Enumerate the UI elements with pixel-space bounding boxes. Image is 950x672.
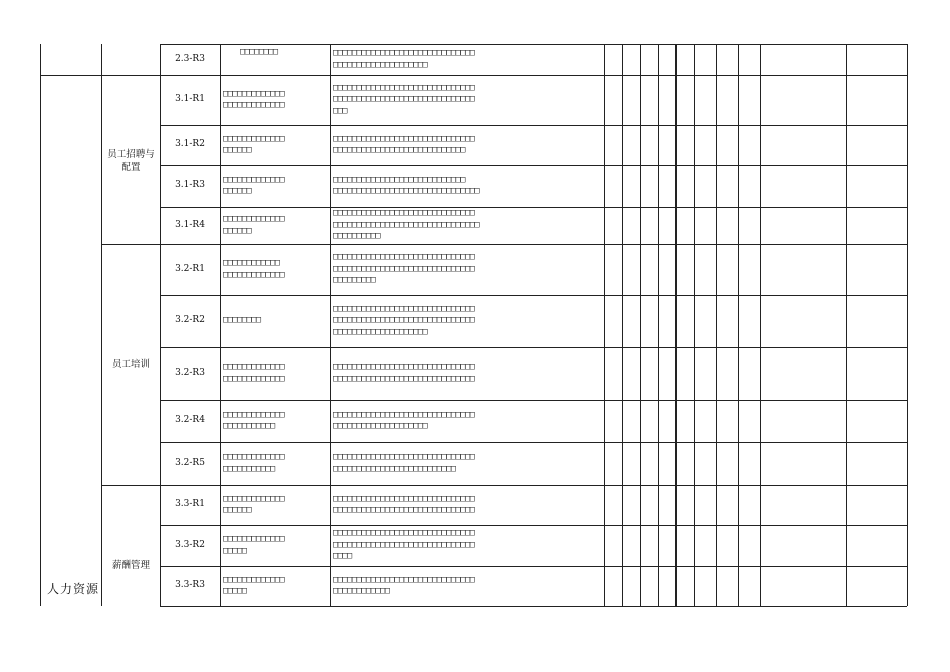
risk-name: □□□□□□□□□□□□□ □□□□□□□□□□□□□ [223, 88, 285, 110]
row-code: 3.2-R1 [175, 263, 205, 274]
grid-line-vertical [760, 44, 761, 606]
grid-line-horizontal [160, 244, 907, 245]
risk-description: □□□□□□□□□□□□□□□□□□□□□□□□□□□□□□ □□□□□□□□□□□□□□□□□□□□□□□□□□ [333, 452, 475, 474]
risk-description: □□□□□□□□□□□□□□□□□□□□□□□□□□□□□□ □□□□□□□□□□□□□□□□□□□□ [333, 48, 475, 70]
grid-line-horizontal [160, 75, 907, 76]
row-code: 3.1-R1 [175, 94, 205, 104]
grid-line-horizontal [160, 525, 907, 526]
risk-description: □□□□□□□□□□□□□□□□□□□□□□□□□□□□□□ □□□□□□□□□□□□□□□□□□□□□□□□□□□□□□ □□□□□□□□□□□□□□□□□□□□ [333, 303, 475, 337]
row-code: 2.3-R3 [175, 53, 205, 64]
row-code: 3.2-R4 [175, 415, 205, 425]
row-code: 3.2-R2 [175, 315, 205, 325]
grid-line-horizontal [160, 485, 907, 486]
risk-description: □□□□□□□□□□□□□□□□□□□□□□□□□□□□□□ □□□□□□□□□□□□□□□□□□□□□□□□□□□□□□ [333, 493, 475, 515]
risk-name: □□□□□□□□□□□□□ □□□□□□ [223, 214, 285, 236]
grid-line-vertical [675, 44, 676, 606]
grid-line-horizontal [101, 244, 160, 245]
grid-line-vertical [738, 44, 739, 606]
grid-line-horizontal [160, 566, 907, 567]
risk-name: □□□□□□□□□□□□□ □□□□□ [223, 574, 285, 596]
row-code: 3.1-R2 [175, 139, 205, 149]
row-code: 3.2-R3 [175, 367, 205, 378]
risk-description: □□□□□□□□□□□□□□□□□□□□□□□□□□□□□□ □□□□□□□□□□□□□□□□□□□□ [333, 409, 475, 431]
risk-name: □□□□□□□□□□□□ □□□□□□□□□□□□□ [223, 258, 285, 280]
grid-line-vertical [658, 44, 659, 606]
grid-line-vertical [330, 44, 331, 606]
risk-description: □□□□□□□□□□□□□□□□□□□□□□□□□□□□□□ □□□□□□□□□□□□□□□□□□□□□□□□□□□□□□ [333, 362, 475, 384]
risk-name: □□□□□□□□□□□□□ □□□□□□□□□□□ [223, 409, 285, 431]
grid-line-horizontal [160, 44, 907, 45]
grid-line-horizontal [160, 347, 907, 348]
grid-line-vertical [694, 44, 695, 606]
risk-description: □□□□□□□□□□□□□□□□□□□□□□□□□□□□□□ □□□□□□□□□□□□ [333, 574, 475, 596]
grid-line-vertical [160, 44, 161, 606]
row-code: 3.2-R5 [175, 457, 205, 468]
grid-line-vertical [716, 44, 717, 606]
risk-name: □□□□□□□□□□□□□ □□□□□□ [223, 133, 285, 155]
risk-name: □□□□□□□□□□□□□ □□□□□ [223, 534, 285, 556]
grid-line-vertical [640, 44, 641, 606]
grid-line-horizontal [160, 165, 907, 166]
row-code: 3.1-R4 [175, 219, 205, 230]
category-label: 薪酬管理 [111, 560, 150, 571]
risk-name: □□□□□□□□□□□□□ □□□□□□□□□□□ [223, 452, 285, 474]
row-code: 3.1-R3 [175, 180, 205, 190]
grid-line-horizontal [101, 485, 160, 486]
grid-line-horizontal [160, 207, 907, 208]
risk-description: □□□□□□□□□□□□□□□□□□□□□□□□□□□□□□ □□□□□□□□□□□□□□□□□□□□□□□□□□□□□□ □□□□ [333, 528, 475, 562]
risk-description: □□□□□□□□□□□□□□□□□□□□□□□□□□□□ □□□□□□□□□□□□□□□□□□□□□□□□□□□□□□□ [333, 174, 480, 196]
row-code: 3.3-R1 [175, 499, 205, 509]
risk-name: □□□□□□□□ [240, 47, 278, 57]
category-label: 员工培训 [111, 359, 150, 370]
risk-description: □□□□□□□□□□□□□□□□□□□□□□□□□□□□□□ □□□□□□□□□□□□□□□□□□□□□□□□□□□□□□ □□□□□□□□□ [333, 252, 475, 286]
grid-line-vertical [40, 44, 41, 606]
risk-name: □□□□□□□□□□□□□ □□□□□□ [223, 493, 285, 515]
grid-line-vertical [101, 44, 102, 606]
category-label: 员工招聘与 配置 [107, 149, 155, 173]
risk-name: □□□□□□□□ [223, 315, 261, 326]
grid-line-horizontal [160, 442, 907, 443]
grid-line-vertical [846, 44, 847, 606]
risk-description: □□□□□□□□□□□□□□□□□□□□□□□□□□□□□□ □□□□□□□□□□□□□□□□□□□□□□□□□□□□□□□ □□□□□□□□□□ [333, 208, 480, 242]
grid-line-horizontal [160, 125, 907, 126]
grid-line-vertical [622, 44, 623, 606]
section-title: 人力资源 [47, 582, 100, 596]
row-code: 3.3-R3 [175, 580, 205, 590]
risk-description: □□□□□□□□□□□□□□□□□□□□□□□□□□□□□□ □□□□□□□□□□□□□□□□□□□□□□□□□□□□ [333, 133, 475, 155]
risk-name: □□□□□□□□□□□□□ □□□□□□ [223, 174, 285, 196]
grid-line-horizontal [160, 295, 907, 296]
grid-line-vertical [220, 44, 221, 606]
grid-line-horizontal [160, 606, 907, 607]
grid-line-vertical [907, 44, 908, 606]
grid-line-horizontal [40, 75, 160, 76]
risk-name: □□□□□□□□□□□□□ □□□□□□□□□□□□□ [223, 362, 285, 384]
row-code: 3.3-R2 [175, 539, 205, 550]
grid-line-vertical [604, 44, 605, 606]
grid-line-vertical [676, 44, 677, 606]
grid-line-horizontal [160, 400, 907, 401]
risk-description: □□□□□□□□□□□□□□□□□□□□□□□□□□□□□□ □□□□□□□□□□□□□□□□□□□□□□□□□□□□□□ □□□ [333, 82, 475, 116]
